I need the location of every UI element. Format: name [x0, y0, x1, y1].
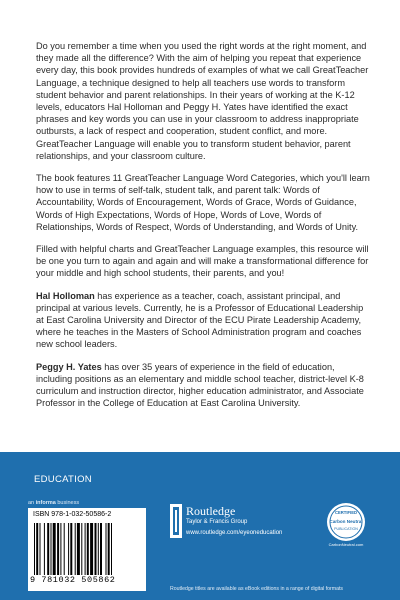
carbon-badge-main: Carbon Neutral	[329, 519, 363, 524]
informa-brand: informa	[35, 500, 56, 506]
carbon-badge-top: CERTIFIED	[334, 510, 358, 515]
footer-band	[0, 452, 400, 600]
publisher-url[interactable]: www.routledge.com/eyeoneducation	[186, 530, 283, 536]
isbn-label: ISBN 978-1-032-50586-2	[33, 511, 112, 518]
barcode-box	[28, 508, 146, 591]
routledge-mark-icon	[170, 504, 182, 538]
author-bio-yates	[36, 361, 370, 410]
author-bio-holloman	[36, 290, 370, 351]
description-paragraph-3: Filled with helpful charts and GreatTeacher Language examples, this resource will be one you turn to again and again and will make a transformational difference for your middle and high school students, their parents, and you!	[36, 244, 369, 279]
description-block	[36, 40, 370, 419]
author-bio-holloman-text: has experience as a teacher, coach, assistant principal, and principal at various levels. Currently, he is a Professor of Educational Leadership at East Carolina University and Director of the ECU Pirate Leadership Academy, where he teaches in the Masters of School Administration program and coaches new school leaders.	[36, 290, 364, 350]
carbon-badge-sub: PUBLICATION	[334, 527, 358, 531]
publisher-name: Routledge	[186, 504, 236, 518]
description-paragraph-1: Do you remember a time when you used the right words at the right moment, and they made all the difference? With the aim of helping you repeat that experience every day, this book provides hundreds of examples of what we call GreatTeacher Language, a technique designed to help all teachers use words to transform student behavior and parent relationships. In their years of working at the K-12 levels, educators Hal Holloman and Peggy H. Yates have identified the exact phrases and key words you can use in your classroom to address inappropriate outbursts, a lack of respect and cooperation, student conflict, and more. GreatTeacher Language will enable you to transform student behavior, parent relationships, and your classroom culture.	[36, 41, 369, 161]
author-name-yates: Peggy H. Yates	[36, 361, 102, 372]
carbon-neutral-badge-icon	[322, 500, 370, 548]
author-bio-yates-text: has over 35 years of experience in the field of education, including positions as an elementary and middle school teacher, district-level K-8 curriculum and instruction director, higher education administrator, and Associate Professor in the College of Education at East Carolina University.	[36, 361, 364, 409]
author-name-holloman: Hal Holloman	[36, 290, 95, 301]
carbon-badge-url: CarbonNeutral.com	[328, 542, 364, 547]
ebook-footnote: Routledge titles are available as eBook editions in a range of digital formats	[170, 586, 344, 592]
publisher-group: Taylor & Francis Group	[186, 519, 248, 525]
subject-category: EDUCATION	[34, 474, 92, 485]
informa-prefix: an	[28, 500, 36, 506]
informa-tagline	[28, 500, 79, 506]
informa-suffix: business	[55, 500, 80, 506]
barcode-icon	[34, 523, 140, 575]
description-paragraph-2: The book features 11 GreatTeacher Language Word Categories, which you'll learn how to use in terms of self-talk, student talk, and parent talk: Words of Accountability, Words of Encouragement, Words of Grace, Words of Guidance, Words of High Expectations, Words of Hope, Words of Love, Words of Relationships, Words of Respect, Words of Understanding, and Words of Unity.	[36, 173, 370, 232]
barcode-number: 9 781032 505862	[30, 575, 116, 585]
